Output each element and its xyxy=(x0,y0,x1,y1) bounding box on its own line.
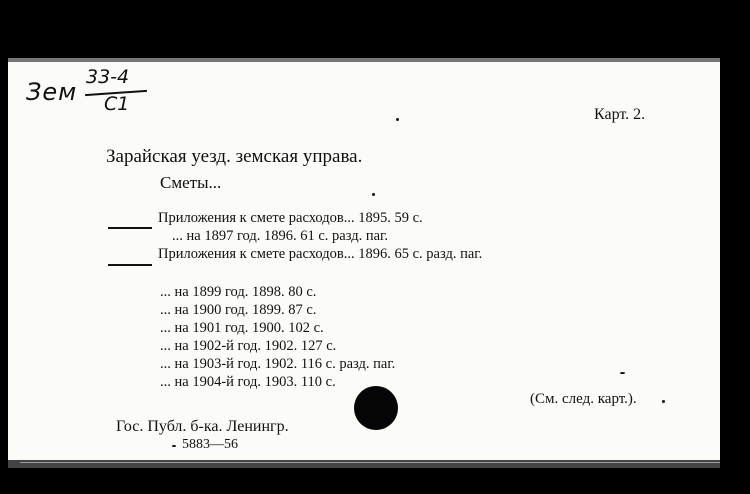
entry-dash xyxy=(108,227,152,229)
shelfmark: 5883—56 xyxy=(182,437,238,452)
scan-speck xyxy=(372,193,375,196)
see-next-card: (См. след. карт.). xyxy=(530,391,637,407)
entry-line: ... на 1900 год. 1899. 87 с. xyxy=(160,302,317,318)
entry-line: ... на 1901 год. 1900. 102 с. xyxy=(160,320,324,336)
entry-line: ... на 1897 год. 1896. 61 с. разд. паг. xyxy=(172,228,388,244)
scan-speck xyxy=(172,445,176,447)
card-heading: Зарайская уезд. земская управа. xyxy=(106,146,363,167)
scan-speck xyxy=(662,400,665,403)
scan-speck xyxy=(620,372,625,374)
punch-hole xyxy=(354,386,398,430)
handwritten-fraction-top: 33-4 xyxy=(86,66,130,88)
library-name: Гос. Публ. б-ка. Ленингр. xyxy=(116,418,289,435)
scan-rule xyxy=(20,462,720,463)
entry-line: ... на 1903-й год. 1902. 116 с. разд. паг. xyxy=(160,356,396,372)
card-subheading: Сметы... xyxy=(160,173,222,192)
entry-line: Приложения к смете расходов... 1895. 59 с. xyxy=(158,210,423,226)
card-number: Карт. 2. xyxy=(594,106,646,123)
entry-line: ... на 1902-й год. 1902. 127 с. xyxy=(160,338,337,354)
scan-speck xyxy=(396,118,399,121)
handwritten-code: Зем xyxy=(26,78,78,106)
entry-dash xyxy=(108,264,152,266)
handwritten-fraction-bottom: C1 xyxy=(104,93,130,115)
entry-line: Приложения к смете расходов... 1896. 65 с. разд. паг. xyxy=(158,246,483,262)
entry-line: ... на 1899 год. 1898. 80 с. xyxy=(160,284,317,300)
entry-line: ... на 1904-й год. 1903. 110 с. xyxy=(160,374,336,390)
